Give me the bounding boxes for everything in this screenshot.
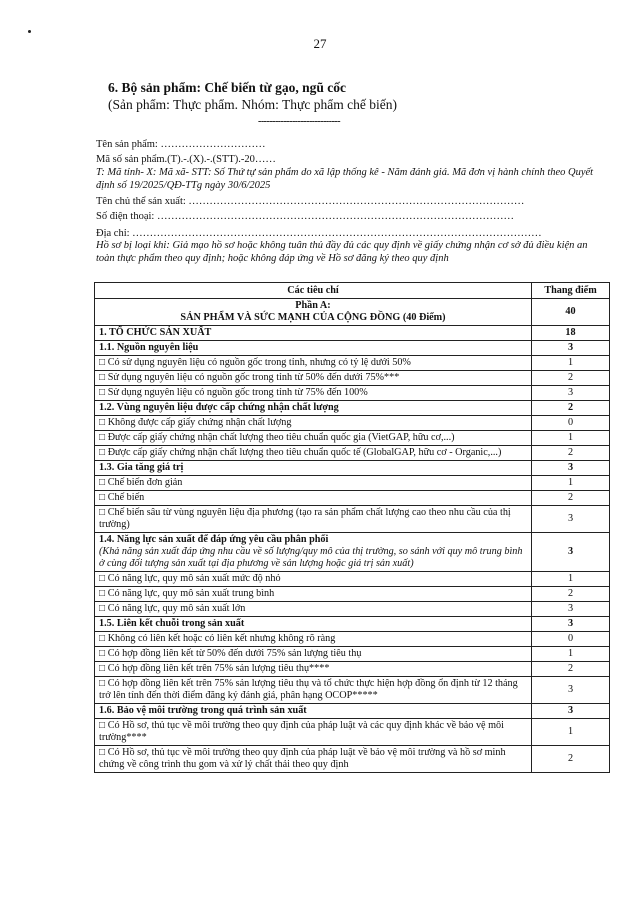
- criterion-row[interactable]: [95, 386, 610, 401]
- section-1-row: [95, 326, 610, 341]
- criterion-label: □ Sử dụng nguyên liệu có nguồn gốc trong tỉnh từ 75% đến 100%: [99, 387, 368, 398]
- score-cell: 3: [532, 533, 610, 572]
- scan-dot: [28, 30, 31, 33]
- part-a-row: [95, 299, 610, 326]
- criterion-row[interactable]: [95, 371, 610, 386]
- criterion-label: □ Có năng lực, quy mô sản xuất mức độ nhỏ: [99, 573, 281, 584]
- subsection-row: [95, 341, 610, 356]
- score-cell: 3: [532, 602, 610, 617]
- criterion-row[interactable]: [95, 602, 610, 617]
- divider: -----------------------------: [258, 116, 341, 127]
- section-1-score: 18: [532, 326, 610, 341]
- subsection-row: [95, 617, 610, 632]
- subsection-row: [95, 401, 610, 416]
- criterion-label: □ Có hợp đồng liên kết từ 50% đến dưới 75% sản lượng tiêu thụ: [99, 648, 362, 659]
- score-header: Thang điểm: [532, 283, 610, 299]
- producer-field[interactable]: Tên chủ thể sản xuất: ……………………………………………………………………………………: [96, 196, 525, 207]
- criterion-label: □ Chế biến sâu từ vùng nguyên liệu địa phương (tạo ra sản phẩm chất lượng cao theo nhu cầu của thị trường): [99, 507, 511, 530]
- score-cell: 3: [532, 341, 610, 356]
- rejection-note: Hồ sơ bị loại khi: Giả mạo hồ sơ hoặc không tuân thủ đầy đủ các quy định về giấy chứng nhận cơ sở đủ điều kiện an toàn thực phẩm theo quy định; hoặc không đáp ứng về Hồ sơ đăng ký theo quy định: [96, 240, 588, 264]
- criterion-label: □ Có năng lực, quy mô sản xuất lớn: [99, 603, 246, 614]
- criterion-row[interactable]: [95, 647, 610, 662]
- subsection-note: (Khả năng sản xuất đáp ứng nhu cầu về số lượng/quy mô của thị trường, so sánh với quy mô trung bình ở cùng đối tượng sản xuất tại địa phương về sản lượng hoặc giá trị sản xuất): [99, 546, 523, 569]
- product-name-field[interactable]: Tên sản phẩm: …………………………: [96, 139, 266, 150]
- criterion-label: □ Có năng lực, quy mô sản xuất trung bình: [99, 588, 275, 599]
- criterion-label: □ Không được cấp giấy chứng nhận chất lượng: [99, 417, 292, 428]
- subsection-row: [95, 533, 610, 572]
- criterion-label: □ Có sử dụng nguyên liệu có nguồn gốc trong tỉnh, nhưng có tỷ lệ dưới 50%: [99, 357, 411, 368]
- criterion-label: □ Sử dụng nguyên liệu có nguồn gốc trong tỉnh từ 50% đến dưới 75%***: [99, 372, 400, 383]
- subsection-row: [95, 704, 610, 719]
- criterion-row[interactable]: [95, 587, 610, 602]
- part-a-line2: SẢN PHẨM VÀ SỨC MẠNH CỦA CỘNG ĐỒNG (40 Điểm): [180, 312, 446, 323]
- criterion-label: □ Chế biến: [99, 492, 145, 503]
- score-cell: 1: [532, 719, 610, 746]
- score-cell: 2: [532, 587, 610, 602]
- score-cell: 3: [532, 677, 610, 704]
- phone-field[interactable]: Số điện thoại: …………………………………………………………………………………………: [96, 211, 514, 222]
- section-1-label: 1. TỔ CHỨC SẢN XUẤT: [95, 326, 532, 341]
- criterion-label: □ Được cấp giấy chứng nhận chất lượng theo tiêu chuẩn quốc tế (GlobalGAP, hữu cơ - Organic,...): [99, 447, 502, 458]
- criterion-row[interactable]: [95, 431, 610, 446]
- part-a-line1: Phần A:: [295, 300, 331, 311]
- score-cell: 3: [532, 386, 610, 401]
- score-cell: 1: [532, 647, 610, 662]
- criterion-row[interactable]: [95, 446, 610, 461]
- score-cell: 3: [532, 506, 610, 533]
- criterion-label: □ Chế biến đơn giản: [99, 477, 183, 488]
- criterion-label: □ Có hợp đồng liên kết trên 75% sản lượng tiêu thụ và tổ chức thực hiện hợp đồng ổn định từ 12 tháng trở lên tính đến thời điểm đăng ký đánh giá, phân hạng OCOP*****: [99, 678, 518, 701]
- section-subtitle: (Sản phẩm: Thực phẩm. Nhóm: Thực phẩm chế biến): [108, 97, 397, 112]
- subsection-label: 1.5. Liên kết chuỗi trong sản xuất: [99, 618, 245, 629]
- product-code-field[interactable]: Mã số sản phẩm.(T).-.(X).-.(STT).-20……: [96, 154, 276, 165]
- score-cell: 2: [532, 662, 610, 677]
- score-cell: 2: [532, 746, 610, 773]
- criterion-row[interactable]: [95, 746, 610, 773]
- subsection-label: 1.1. Nguồn nguyên liệu: [99, 342, 199, 353]
- score-cell: 0: [532, 632, 610, 647]
- criteria-header: Các tiêu chí: [95, 283, 532, 299]
- section-title: 6. Bộ sản phẩm: Chế biến từ gạo, ngũ cốc: [108, 80, 347, 95]
- subsection-label: 1.6. Bảo vệ môi trường trong quá trình sản xuất: [99, 705, 307, 716]
- part-a-score: 40: [532, 299, 610, 326]
- criterion-row[interactable]: [95, 356, 610, 371]
- criterion-label: □ Không có liên kết hoặc có liên kết nhưng không rõ ràng: [99, 633, 336, 644]
- criterion-row[interactable]: [95, 632, 610, 647]
- score-cell: 2: [532, 446, 610, 461]
- subsection-label: 1.2. Vùng nguyên liệu được cấp chứng nhận chất lượng: [99, 402, 339, 413]
- score-cell: 1: [532, 431, 610, 446]
- score-cell: 3: [532, 617, 610, 632]
- subsection-label: 1.4. Năng lực sản xuất để đáp ứng yêu cầu phân phối: [99, 534, 329, 545]
- score-cell: 3: [532, 704, 610, 719]
- criterion-row[interactable]: [95, 506, 610, 533]
- score-cell: 2: [532, 401, 610, 416]
- subsection-row: [95, 461, 610, 476]
- score-cell: 0: [532, 416, 610, 431]
- criterion-label: □ Được cấp giấy chứng nhận chất lượng theo tiêu chuẩn quốc gia (VietGAP, hữu cơ,...): [99, 432, 455, 443]
- criterion-row[interactable]: [95, 491, 610, 506]
- score-cell: 2: [532, 371, 610, 386]
- score-cell: 2: [532, 491, 610, 506]
- criterion-row[interactable]: [95, 677, 610, 704]
- criterion-row[interactable]: [95, 476, 610, 491]
- criterion-label: □ Có Hồ sơ, thủ tục về môi trường theo quy định của pháp luật và các quy định khác về bảo vệ môi trường****: [99, 720, 504, 743]
- code-note: T: Mã tỉnh- X: Mã xã- STT: Số Thứ tự sản phẩm do xã lập thống kê - Năm đánh giá. Mã đơn vị hành chính theo Quyết định số 19/2025/QĐ-TTg ngày 30/6/2025: [96, 167, 594, 191]
- score-cell: 1: [532, 572, 610, 587]
- criterion-row[interactable]: [95, 572, 610, 587]
- subsection-label: 1.3. Gia tăng giá trị: [99, 462, 184, 473]
- criterion-row[interactable]: [95, 662, 610, 677]
- criterion-label: □ Có hợp đồng liên kết trên 75% sản lượng tiêu thụ****: [99, 663, 330, 674]
- criterion-label: □ Có Hồ sơ, thủ tục về môi trường theo quy định của pháp luật về bảo vệ môi trường và hồ sơ minh chứng về công trình thu gom và xử lý chất thải theo quy định: [99, 747, 506, 770]
- criterion-row[interactable]: [95, 719, 610, 746]
- score-cell: 1: [532, 356, 610, 371]
- criterion-row[interactable]: [95, 416, 610, 431]
- scoring-table: [94, 282, 610, 773]
- score-cell: 1: [532, 476, 610, 491]
- address-field[interactable]: Địa chỉ: ………………………………………………………………………………………………………: [96, 228, 542, 239]
- score-cell: 3: [532, 461, 610, 476]
- page-number: 27: [313, 36, 327, 51]
